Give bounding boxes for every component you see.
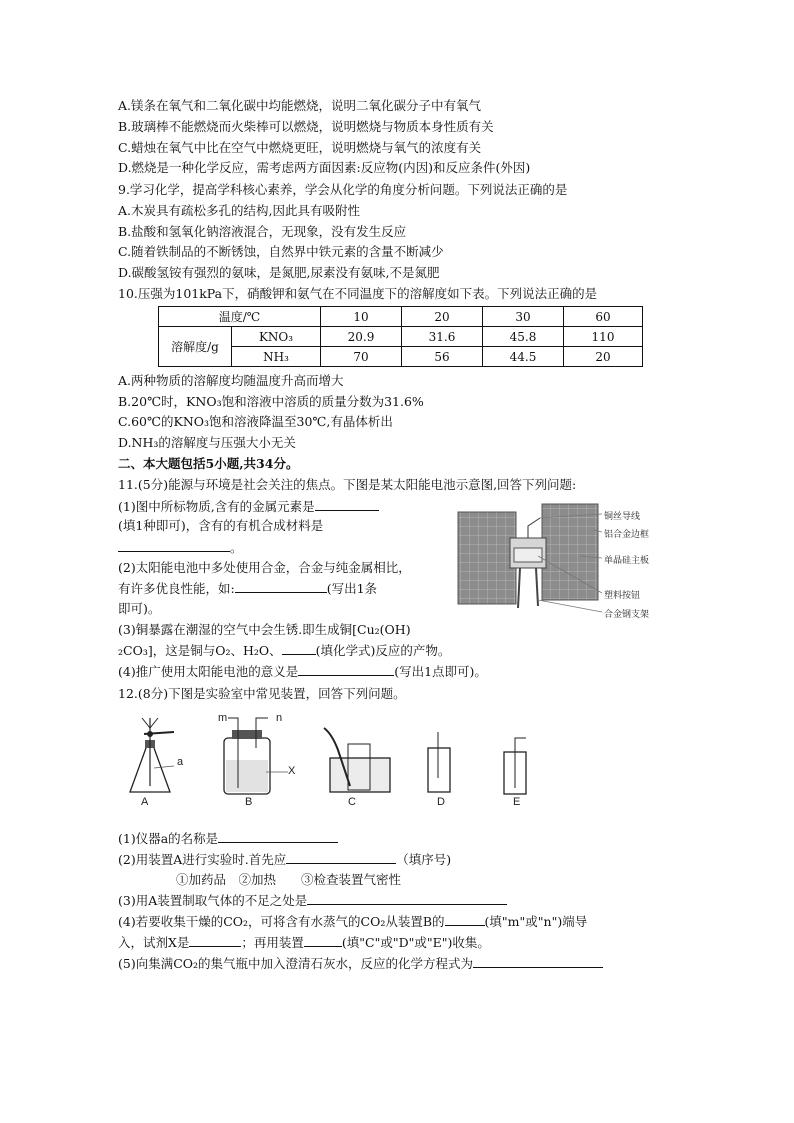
q11-p3-text: ₂CO₃]，这是铜与O₂、H₂O、 [118, 643, 282, 658]
apparatus-caption-b: B [245, 796, 253, 808]
table-temp: 60 [564, 307, 643, 327]
q9-option-c: C.随着铁制品的不断锈蚀，自然界中铁元素的含量不断减少 [118, 244, 444, 259]
q11-p4 [118, 663, 487, 680]
q12-p4-text3: 入，试剂X是 [118, 935, 190, 950]
q8-option-d: D.燃烧是一种化学反应，需考虑两方面因素:反应物(内因)和反应条件(外因) [118, 160, 531, 175]
table-cell: 45.8 [483, 327, 564, 347]
q12-p4-text: (4)若要收集干燥的CO₂，可将含有水蒸气的CO₂从装置B的 [118, 914, 445, 929]
table-substance: KNO₃ [232, 327, 321, 347]
q9-option-a: A.木炭具有疏松多孔的结构,因此具有吸附性 [118, 203, 360, 218]
label-steel-support: 合金钢支架 [604, 609, 650, 619]
apparatus-d [428, 732, 450, 792]
table-temp: 10 [321, 307, 402, 327]
q10-option-a: A.两种物质的溶解度均随温度升高而增大 [118, 373, 344, 388]
table-temp: 30 [483, 307, 564, 327]
q10-option-c: C.60℃的KNO₃饱和溶液降温至30℃,有晶体析出 [118, 414, 393, 429]
apparatus-label-n: n [276, 712, 283, 724]
apparatus-caption-e: E [513, 796, 521, 808]
section-heading: 二、本大题包括5小题,共34分。 [118, 456, 299, 471]
table-solubility-label: 溶解度/g [159, 327, 232, 367]
q11-p3-line2 [118, 642, 450, 659]
left-solar-panel [458, 512, 516, 604]
label-copper-wire: 铜丝导线 [604, 511, 641, 521]
q10-option-d: D.NH₃的溶解度与压强大小无关 [118, 435, 296, 450]
q11-p2-text2: (写出1条 [326, 581, 378, 596]
answer-blank[interactable] [118, 539, 230, 552]
label-plastic-button: 塑料按钮 [604, 590, 641, 600]
answer-blank[interactable] [445, 913, 485, 926]
answer-blank[interactable] [473, 955, 603, 968]
solubility-table [158, 306, 643, 367]
q11-p1-text: (1)图中所标物质,含有的金属元素是 [118, 499, 315, 514]
q11-p4-text2: (写出1点即可)。 [394, 664, 487, 679]
copper-wire [528, 518, 540, 538]
answer-blank[interactable] [218, 830, 338, 843]
table-cell: 70 [321, 347, 402, 367]
answer-blank[interactable] [315, 498, 379, 511]
table-header-temp: 温度/℃ [159, 307, 321, 327]
label-silicon-board: 单晶硅主板 [604, 555, 650, 565]
q12-part3 [118, 892, 507, 909]
q9-option-d: D.碳酸氢铵有强烈的氨味，是氮肥,尿素没有氨味,不是氮肥 [118, 265, 440, 280]
q12-part5 [118, 955, 603, 972]
q11-p4-text: (4)推广使用太阳能电池的意义是 [118, 664, 299, 679]
apparatus-label-a: a [177, 756, 184, 768]
q11-p2-line1: (2)太阳能电池中多处使用合金，合金与纯金属相比， [118, 560, 411, 575]
plastic-button [514, 548, 542, 562]
q12-part1 [118, 830, 338, 847]
q12-p1-text: (1)仪器a的名称是 [118, 831, 219, 846]
q12-p4-text5: (填"C"或"D"或"E")收集。 [341, 935, 490, 950]
apparatus-label-x: X [288, 765, 296, 777]
q8-option-a: A.镁条在氧气和二氧化碳中均能燃烧，说明二氧化碳分子中有氧气 [118, 98, 482, 113]
table-cell: 20 [564, 347, 643, 367]
q10-stem: 10.压强为101kPa下，硝酸钾和氨气在不同温度下的溶解度如下表。下列说法正确的是 [118, 286, 598, 301]
q11-p1-end: 。 [230, 540, 243, 555]
q12-part2 [118, 851, 451, 868]
q12-p4-text2: (填"m"或"n")端导 [484, 914, 588, 929]
q12-part4-line1 [118, 913, 587, 930]
answer-blank[interactable] [304, 934, 342, 947]
q12-p4-text4: ；再用装置 [241, 935, 304, 950]
q12-p2-text: (2)用装置A进行实验时.首先应 [118, 852, 287, 867]
apparatus-c [324, 728, 390, 792]
q8-option-b: B.玻璃棒不能燃烧而火柴棒可以燃烧，说明燃烧与物质本身性质有关 [118, 119, 494, 134]
apparatus-label-m: m [218, 712, 228, 724]
answer-blank[interactable] [286, 851, 396, 864]
apparatus-a [130, 718, 174, 792]
q12-p2-options: ①加药品 ②加热 ③检查装置气密性 [176, 872, 402, 887]
q10-option-b: B.20℃时，KNO₃饱和溶液中溶质的质量分数为31.6% [118, 394, 424, 409]
label-aluminum-frame: 铝合金边框 [604, 529, 650, 539]
q11-stem: 11.(5分)能源与环境是社会关注的焦点。下图是某太阳能电池示意图,回答下列问题: [118, 477, 577, 492]
answer-blank[interactable] [307, 892, 507, 905]
table-substance: NH₃ [232, 347, 321, 367]
q12-part4-line2 [118, 934, 490, 951]
q9-option-b: B.盐酸和氢氧化钠溶液混合，无现象，没有发生反应 [118, 224, 407, 239]
q12-p5-text: (5)向集满CO₂的集气瓶中加入澄清石灰水，反应的化学方程式为 [118, 956, 474, 971]
answer-blank[interactable] [298, 663, 394, 676]
apparatus-e [504, 738, 526, 794]
q11-p2-line3: 即可)。 [118, 601, 161, 616]
table-cell: 110 [564, 327, 643, 347]
answer-blank[interactable] [282, 642, 316, 655]
table-cell: 31.6 [402, 327, 483, 347]
q8-option-c: C.蜡烛在氧气中比在空气中燃烧更旺，说明燃烧与氧气的浓度有关 [118, 140, 482, 155]
q12-stem: 12.(8分)下图是实验室中常见装置，回答下列问题。 [118, 686, 406, 701]
table-cell: 44.5 [483, 347, 564, 367]
q9-stem: 9.学习化学，提高学科核心素养，学会从化学的角度分析问题。下列说法正确的是 [118, 182, 568, 197]
q11-part1 [118, 498, 379, 515]
q11-p1-line3 [118, 539, 243, 556]
q11-p1-line2: (填1种即可)，含有的有机合成材料是 [118, 518, 324, 533]
q11-p2-line2 [118, 580, 377, 597]
steel-support [518, 568, 520, 608]
apparatus-b [224, 718, 288, 794]
q12-p2-text2: （填序号) [396, 852, 452, 867]
q11-p2-text: 有许多优良性能，如: [118, 581, 235, 596]
table-temp: 20 [402, 307, 483, 327]
table-cell: 20.9 [321, 327, 402, 347]
q11-p3-line1: (3)铜暴露在潮湿的空气中会生锈.即生成铜[Cu₂(OH) [118, 622, 411, 637]
table-cell: 56 [402, 347, 483, 367]
apparatus-caption-d: D [437, 796, 445, 808]
q11-p3-text2: (填化学式)反应的产物。 [315, 643, 451, 658]
apparatus-caption-c: C [348, 796, 356, 808]
answer-blank[interactable] [189, 934, 241, 947]
apparatus-caption-a: A [141, 796, 149, 808]
answer-blank[interactable] [235, 580, 327, 593]
q12-p3-text: (3)用A装置制取气体的不足之处是 [118, 893, 308, 908]
steel-support [536, 568, 538, 606]
